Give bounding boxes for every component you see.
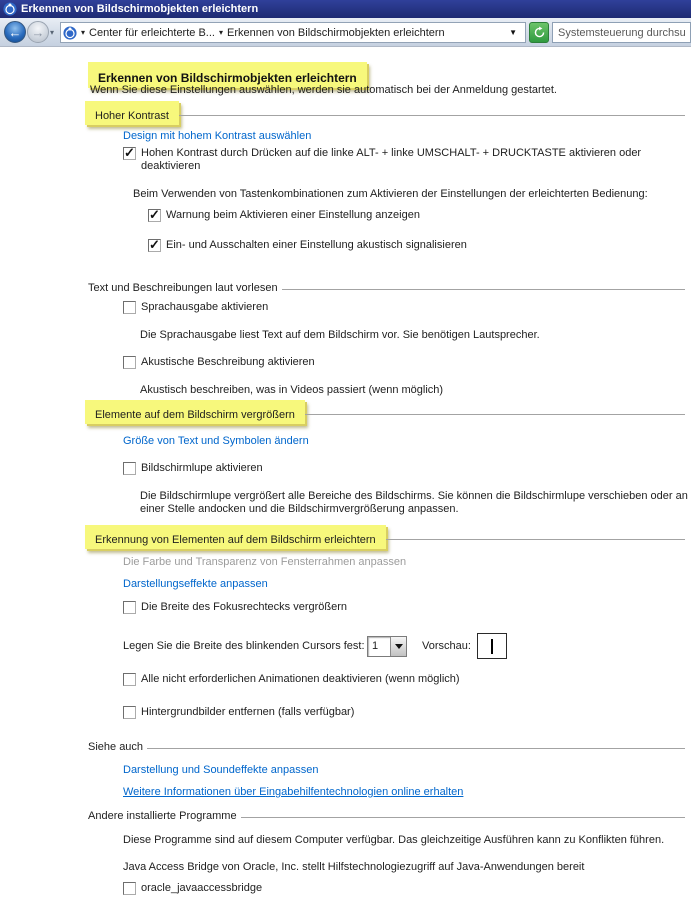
address-dropdown-icon[interactable]: ▼	[509, 28, 517, 37]
window-title: Erkennen von Bildschirmobjekten erleichtern	[21, 3, 259, 15]
cursor-width-select[interactable]	[367, 636, 407, 657]
shortcut-note: Beim Verwenden von Tastenkombinationen zum Aktivieren der Einstellungen der erleichterten Bedienung:	[133, 188, 648, 200]
section-title: Text und Beschreibungen laut vorlesen	[88, 282, 278, 294]
section-read-aloud	[88, 282, 685, 294]
cursor-width-value: 1	[372, 640, 379, 652]
narrator-note: Die Sprachausgabe liest Text auf dem Bildschirm vor. Sie benötigen Lautsprecher.	[140, 329, 540, 341]
section-magnify	[88, 400, 685, 424]
section-see-also	[88, 741, 685, 753]
section-title: Hoher Kontrast	[85, 101, 179, 125]
audio-description-note: Akustisch beschreiben, was in Videos passiert (wenn möglich)	[140, 384, 444, 396]
page-title: Erkennen von Bildschirmobjekten erleichtern	[98, 71, 357, 85]
page-intro: Wenn Sie diese Einstellungen auswählen, werden sie automatisch bei der Anmeldung gestartet.	[90, 84, 557, 96]
ease-of-access-icon	[63, 26, 77, 40]
section-other-programs	[88, 810, 685, 822]
assistive-tech-online-link[interactable]: Weitere Informationen über Eingabehilfentechnologien online erhalten	[123, 786, 464, 798]
focus-rectangle-row	[123, 601, 347, 614]
checkbox-label: Hintergrundbilder entfernen (falls verfügbar)	[141, 706, 355, 718]
navigation-bar	[0, 18, 691, 47]
section-divider	[147, 748, 685, 749]
magnifier-note: Die Bildschirmlupe vergrößert alle Bereiche des Bildschirms. Sie können die Bildschirmlupe verschieben oder an einer Stelle andocken und die Bildschirmvergrößerung anpassen.	[140, 490, 688, 515]
section-high-contrast	[88, 101, 685, 125]
checkbox-label: Ein- und Ausschalten einer Einstellung akustisch signalisieren	[166, 239, 467, 251]
high-contrast-shortcut-checkbox[interactable]	[123, 147, 136, 160]
audio-description-checkbox[interactable]	[123, 356, 136, 369]
focus-rectangle-checkbox[interactable]	[123, 601, 136, 614]
ease-of-access-icon	[3, 2, 17, 16]
history-chevron-icon[interactable]: ▾	[50, 28, 55, 37]
back-button[interactable]: ←	[4, 21, 26, 43]
section-divider	[386, 539, 685, 540]
magnifier-checkbox[interactable]	[123, 462, 136, 475]
section-title: Erkennung von Elementen auf dem Bildschirm erleichtern	[85, 525, 386, 549]
section-divider	[241, 817, 685, 818]
sound-signal-row	[148, 239, 467, 252]
warning-checkbox[interactable]	[148, 209, 161, 222]
forward-button[interactable]: →	[27, 21, 49, 43]
section-easier-to-see	[88, 525, 685, 549]
section-title: Siehe auch	[88, 741, 144, 753]
choose-high-contrast-theme-link[interactable]: Design mit hohem Kontrast auswählen	[123, 130, 312, 142]
cursor-caret	[491, 639, 493, 654]
section-title: Elemente auf dem Bildschirm vergrößern	[85, 400, 305, 424]
visual-effects-link[interactable]: Darstellungseffekte anpassen	[123, 578, 268, 590]
java-access-bridge-note: Java Access Bridge von Oracle, Inc. stellt Hilfstechnologiezugriff auf Java-Anwendungen bereit	[123, 861, 585, 873]
chevron-down-icon	[395, 644, 403, 649]
section-divider	[282, 289, 685, 290]
change-text-icon-size-link[interactable]: Größe von Text und Symbolen ändern	[123, 435, 309, 447]
high-contrast-shortcut-row	[123, 147, 681, 173]
window-color-disabled-link: Die Farbe und Transparenz von Fensterrahmen anpassen	[123, 556, 407, 568]
magnifier-row	[123, 462, 263, 475]
checkbox-label: Sprachausgabe aktivieren	[141, 301, 269, 313]
narrator-row	[123, 301, 268, 314]
checkbox-label: Die Breite des Fokusrechtecks vergrößern	[141, 601, 348, 613]
other-programs-note: Diese Programme sind auf diesem Computer verfügbar. Das gleichzeitige Ausführen kann zu Konflikten führen.	[123, 834, 665, 846]
refresh-arrows-icon	[533, 26, 546, 39]
java-access-bridge-checkbox[interactable]	[123, 882, 136, 895]
background-images-row	[123, 706, 354, 719]
refresh-button[interactable]	[529, 22, 549, 43]
breadcrumb-item-center[interactable]: Center für erleichterte B...	[89, 26, 215, 39]
section-divider	[179, 115, 685, 116]
search-input[interactable]	[552, 22, 691, 43]
checkbox-label: Alle nicht erforderlichen Animationen deaktivieren (wenn möglich)	[141, 673, 460, 685]
animations-row	[123, 673, 460, 686]
narrator-checkbox[interactable]	[123, 301, 136, 314]
section-divider	[305, 414, 685, 415]
checkbox-label: Bildschirmlupe aktivieren	[141, 462, 263, 474]
java-access-bridge-row	[123, 882, 262, 895]
breadcrumb-chevron-icon[interactable]: ▾	[81, 28, 86, 37]
warning-row	[148, 209, 420, 222]
cursor-preview-box	[477, 633, 507, 659]
background-images-checkbox[interactable]	[123, 706, 136, 719]
breadcrumb-item-page[interactable]: Erkennen von Bildschirmobjekten erleichtern	[226, 26, 445, 39]
combo-dropdown-button[interactable]	[390, 637, 406, 656]
checkbox-label: oracle_javaaccessbridge	[141, 882, 263, 894]
animations-checkbox[interactable]	[123, 673, 136, 686]
preview-label: Vorschau:	[422, 640, 471, 652]
window-titlebar	[0, 0, 691, 18]
section-title: Andere installierte Programme	[88, 810, 237, 822]
address-bar[interactable]	[60, 22, 526, 43]
cursor-width-label: Legen Sie die Breite des blinkenden Cursors fest:	[123, 640, 365, 652]
checkbox-label: Akustische Beschreibung aktivieren	[141, 356, 315, 368]
checkbox-label: Hohen Kontrast durch Drücken auf die linke ALT- + linke UMSCHALT- + DRUCKTASTE aktivieren oder deaktivieren	[141, 147, 642, 172]
breadcrumb-chevron-icon[interactable]: ▾	[218, 28, 223, 37]
audio-description-row	[123, 356, 315, 369]
checkbox-label: Warnung beim Aktivieren einer Einstellung anzeigen	[166, 209, 420, 221]
appearance-sound-effects-link[interactable]: Darstellung und Soundeffekte anpassen	[123, 764, 319, 776]
sound-signal-checkbox[interactable]	[148, 239, 161, 252]
